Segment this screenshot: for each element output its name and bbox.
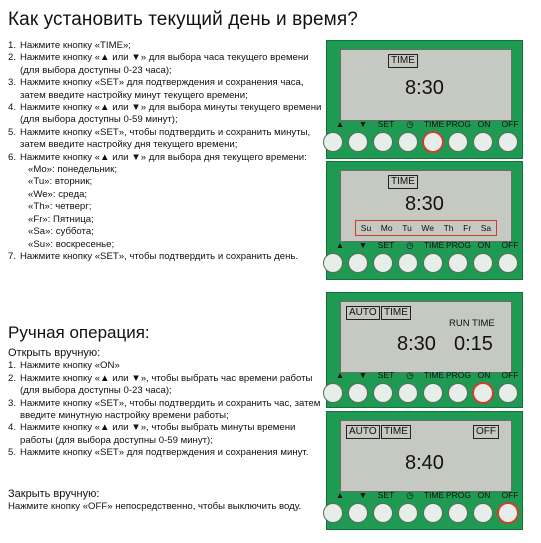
key-label-time: TIME (423, 370, 445, 380)
time-tag: TIME (381, 425, 411, 439)
on-button[interactable] (473, 383, 493, 403)
key-label-set: SET (377, 119, 395, 129)
key-label-prog: PROG (446, 119, 472, 129)
on-button[interactable] (473, 503, 493, 523)
clock-button[interactable] (398, 253, 418, 273)
key-label-on: ON (477, 370, 491, 380)
step-number: 1. (8, 360, 17, 372)
day-label: Th (443, 223, 454, 233)
key-label-off: OFF (501, 119, 519, 129)
key-label-down: ▼ (358, 240, 368, 250)
step-number: 3. (8, 397, 17, 409)
step-item (8, 40, 330, 52)
key-label-up: ▲ (335, 490, 345, 500)
prog-button[interactable] (448, 503, 468, 523)
lcd-screen (340, 420, 512, 492)
day-label: Sa (480, 223, 492, 233)
day-label: Tu (402, 223, 412, 233)
step-item (8, 422, 330, 447)
day-item: «Sa»: суббота; (28, 226, 94, 238)
auto-tag: AUTO (346, 425, 380, 439)
key-label-set: SET (377, 370, 395, 380)
step-item (8, 77, 330, 102)
key-label-time: TIME (423, 119, 445, 129)
lcd-screen (340, 301, 512, 373)
day-label: Su (360, 223, 372, 233)
key-label-up: ▲ (335, 370, 345, 380)
step-item (8, 447, 330, 459)
step-text: Нажмите кнопку «▲ или ▼», чтобы выбрать час времени работы (для выбора доступны 0-23 часа); (20, 372, 313, 397)
day-item: «Th»: четверг; (28, 201, 92, 213)
set-button[interactable] (373, 132, 393, 152)
close-heading: Закрыть вручную: (8, 488, 100, 500)
on-button[interactable] (473, 132, 493, 152)
clock-display: 8:30 (397, 333, 436, 355)
step-item (8, 360, 330, 372)
on-button[interactable] (473, 253, 493, 273)
time-tag: TIME (381, 306, 411, 320)
step-item (8, 127, 330, 152)
down-button[interactable] (348, 503, 368, 523)
step-number: 2. (8, 52, 17, 64)
step-number: 4. (8, 422, 17, 434)
run-time-display: 0:15 (454, 333, 493, 355)
down-button[interactable] (348, 132, 368, 152)
step-item (8, 398, 330, 423)
time-button[interactable] (423, 132, 443, 152)
key-label-time: TIME (423, 240, 445, 250)
day-item: «Mo»: понедельник; (28, 164, 118, 176)
clock-button[interactable] (398, 503, 418, 523)
prog-button[interactable] (448, 132, 468, 152)
day-label: We (421, 223, 435, 233)
step-text: Нажмите кнопку «TIME»; (20, 40, 131, 51)
clock-display: 8:30 (405, 77, 444, 99)
set-button[interactable] (373, 253, 393, 273)
key-label-clock: ◷ (406, 119, 414, 129)
step-number: 6. (8, 151, 17, 163)
step-text: Нажмите кнопку «SET» для подтверждения и сохранения часа, затем введите настройку минут текущего времени; (20, 77, 304, 101)
time-tag: TIME (388, 175, 418, 189)
step-text: Нажмите кнопку «SET» для подтверждения и сохранения минут. (20, 447, 309, 459)
day-item: «Tu»: вторник; (28, 176, 93, 188)
key-label-set: SET (377, 490, 395, 500)
up-button[interactable] (323, 253, 343, 273)
off-button[interactable] (498, 132, 518, 152)
manual-heading: Ручная операция: (8, 323, 150, 342)
step-item (8, 52, 330, 77)
up-button[interactable] (323, 383, 343, 403)
step-number: 1. (8, 40, 17, 51)
time-button[interactable] (423, 503, 443, 523)
key-label-prog: PROG (446, 240, 472, 250)
key-label-prog: PROG (446, 370, 472, 380)
step-number: 4. (8, 102, 17, 114)
step-text: Нажмите кнопку «▲ или ▼» для выбора минуты текущего времени (для выбора доступны 0-59 минут); (20, 102, 322, 126)
key-label-off: OFF (501, 370, 519, 380)
page-title: Как установить текущий день и время? (8, 9, 358, 30)
day-item: «Su»: воскресенье; (28, 238, 115, 250)
key-label-down: ▼ (358, 370, 368, 380)
day-label: Fr (463, 223, 472, 233)
setup-steps (8, 40, 330, 263)
step-number: 2. (8, 372, 17, 384)
day-item: «We»: среда; (28, 188, 88, 200)
step-item (8, 251, 330, 263)
key-label-on: ON (477, 240, 491, 250)
step-number: 5. (8, 126, 17, 138)
down-button[interactable] (348, 383, 368, 403)
controller-panel-3 (326, 292, 523, 408)
key-label-off: OFF (501, 490, 519, 500)
step-number: 5. (8, 447, 17, 459)
manual-close-section (8, 488, 330, 513)
key-label-down: ▼ (358, 490, 368, 500)
key-label-off: OFF (501, 240, 519, 250)
step-text: Нажмите кнопку «SET», чтобы подтвердить и сохранить час, затем введите минутную настройку времени работы; (20, 397, 321, 422)
off-button[interactable] (498, 383, 518, 403)
step-text: Нажмите кнопку «SET», чтобы подтвердить и сохранить день. (20, 250, 299, 262)
key-label-clock: ◷ (406, 240, 414, 250)
key-label-down: ▼ (358, 119, 368, 129)
lcd-screen (340, 49, 512, 121)
up-button[interactable] (323, 503, 343, 523)
run-time-label: RUN TIME (449, 318, 495, 329)
prog-button[interactable] (448, 383, 468, 403)
key-label-on: ON (477, 490, 491, 500)
down-button[interactable] (348, 253, 368, 273)
close-text: Нажмите кнопку «OFF» непосредственно, чтобы выключить воду. (8, 501, 302, 512)
key-label-time: TIME (423, 490, 445, 500)
step-item (8, 152, 330, 164)
step-text: Нажмите кнопку «ON» (20, 360, 120, 372)
step-item (8, 102, 330, 127)
clock-display: 8:40 (405, 452, 444, 474)
set-button[interactable] (373, 503, 393, 523)
off-button[interactable] (498, 253, 518, 273)
step-text: Нажмите кнопку «SET», чтобы подтвердить и сохранить минуты, затем введите настройку дня текущего времени; (20, 126, 311, 151)
key-label-on: ON (477, 119, 491, 129)
set-button[interactable] (373, 383, 393, 403)
off-button[interactable] (498, 503, 518, 523)
key-label-up: ▲ (335, 240, 345, 250)
day-selector (355, 220, 497, 236)
step-number: 7. (8, 250, 17, 262)
key-label-prog: PROG (446, 490, 472, 500)
prog-button[interactable] (448, 253, 468, 273)
auto-tag: AUTO (346, 306, 380, 320)
open-heading: Открыть вручную: (8, 347, 101, 359)
step-item (8, 373, 330, 398)
step-text: Нажмите кнопку «▲ или ▼» для выбора дня текущего времени: (20, 151, 307, 163)
day-label: Mo (380, 223, 393, 233)
manual-open-section (8, 347, 330, 460)
key-label-up: ▲ (335, 119, 345, 129)
lcd-screen (340, 170, 512, 242)
step-number: 3. (8, 77, 17, 89)
controller-panel-4 (326, 411, 523, 530)
key-label-clock: ◷ (406, 490, 414, 500)
clock-button[interactable] (398, 383, 418, 403)
controller-panel-2 (326, 161, 523, 280)
step-text: Нажмите кнопку «▲ или ▼», чтобы выбрать минуты времени работы (для выбора доступны 0-59 минут); (20, 422, 296, 446)
clock-display: 8:30 (405, 193, 444, 215)
controller-panel-1 (326, 40, 523, 159)
time-button[interactable] (423, 383, 443, 403)
off-tag: OFF (473, 425, 499, 439)
up-button[interactable] (323, 132, 343, 152)
time-button[interactable] (423, 253, 443, 273)
key-label-clock: ◷ (406, 370, 414, 380)
key-label-set: SET (377, 240, 395, 250)
time-tag: TIME (388, 54, 418, 68)
day-item: «Fr»: Пятница; (28, 213, 94, 225)
step-text: Нажмите кнопку «▲ или ▼» для выбора часа текущего времени (для выбора доступны 0-23 часа); (20, 52, 309, 76)
clock-button[interactable] (398, 132, 418, 152)
